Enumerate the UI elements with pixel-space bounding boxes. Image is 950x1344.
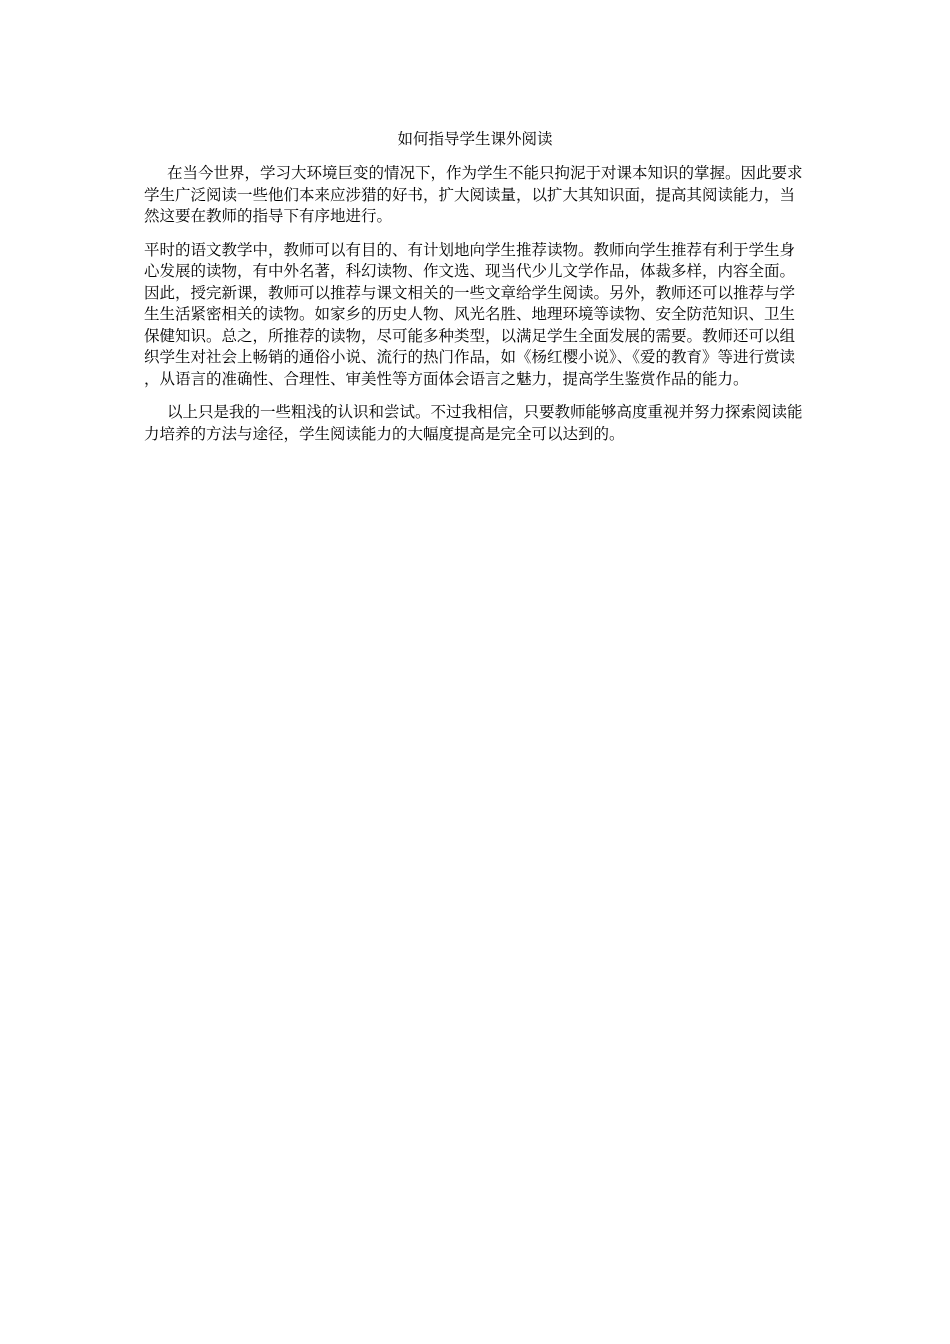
paragraph-2: 平时的语文教学中，教师可以有目的、有计划地向学生推荐读物。教师向学生推荐有利于学生身心发展的读物，有中外名著，科幻读物、作文选、现当代少儿文学作品，体裁多样，内容全面。因此，授完新课，教师可以推荐与课文相关的一些文章给学生阅读。另外，教师还可以推荐与学生生活紧密相关的读物。如家乡的历史人物、风光名胜、地理环境等读物、安全防范知识、卫生保健知识。总之，所推荐的读物，尽可能多种类型，以满足学生全面发展的需要。教师还可以组织学生对社会上畅销的通俗小说、流行的热门作品，如《杨红樱小说》、《爱的教育》等进行赏读，从语言的准确性、合理性、审美性等方面体会语言之魅力，提高学生鉴赏作品的能力。: [144, 240, 796, 388]
document-title: 如何指导学生课外阅读: [397, 130, 553, 148]
paragraph-3: 以上只是我的一些粗浅的认识和尝试。不过我相信，只要教师能够高度重视并努力探索阅读能力培养的方法与途径，学生阅读能力的大幅度提高是完全可以达到的。: [144, 403, 803, 443]
paragraph-1: 在当今世界，学习大环境巨变的情况下，作为学生不能只拘泥于对课本知识的掌握。因此要求学生广泛阅读一些他们本来应涉猎的好书，扩大阅读量，以扩大其知识面，提高其阅读能力，当然这要在教师的指导下有序地进行。: [144, 164, 803, 225]
